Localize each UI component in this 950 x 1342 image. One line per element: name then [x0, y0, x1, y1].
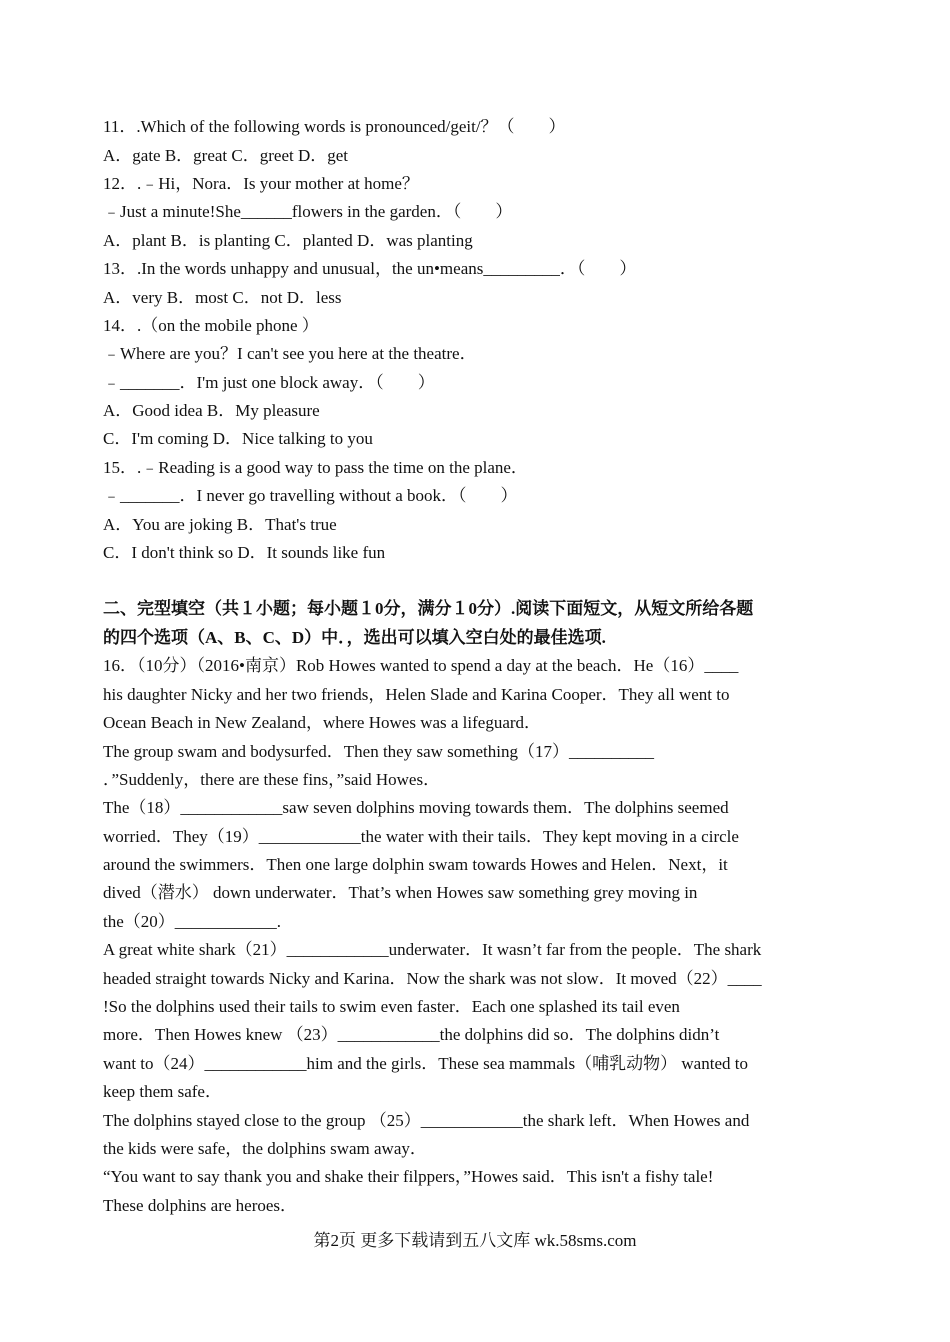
- passage-line: dived（潜水） down underwater．That’s when Howes saw something grey moving in: [103, 883, 698, 902]
- question-13: 13．.In the words unhappy and unusual，the un•means_________．（ ）: [103, 259, 637, 278]
- passage-line: “You want to say thank you and shake their filppers，”Howes said．This isn't a fishy tale!: [103, 1167, 714, 1186]
- passage-line: 16．（10分）（2016•南京）Rob Howes wanted to spend a day at the beach．He（16）____: [103, 656, 739, 675]
- question-14-options-cd: C．I'm coming D．Nice talking to you: [103, 429, 373, 448]
- passage-line: The（18）____________saw seven dolphins moving towards them．The dolphins seemed: [103, 798, 729, 817]
- section-heading-line-2: 的四个选项（A、B、C、D）中．，选出可以填入空白处的最佳选项.: [103, 628, 606, 647]
- passage-line: more．Then Howes knew （23）____________the dolphins did so．The dolphins didn’t: [103, 1025, 720, 1044]
- question-11-options: A．gate B．great C．greet D．get: [103, 146, 349, 165]
- question-12: 12．.﹣Hi，Nora．Is your mother at home？: [103, 174, 419, 193]
- passage-line: want to（24）____________him and the girls．These sea mammals（哺乳动物） wanted to: [103, 1054, 748, 1073]
- passage-line: Ocean Beach in New Zealand，where Howes was a lifeguard．: [103, 713, 542, 732]
- passage-line: keep them safe．: [103, 1082, 222, 1101]
- passage-line: his daughter Nicky and her two friends，Helen Slade and Karina Cooper．They all went to: [103, 685, 730, 704]
- question-15: 15．.﹣Reading is a good way to pass the time on the plane．: [103, 458, 528, 477]
- question-14-dialogue-a: ﹣Where are you？I can't see you here at the theatre．: [103, 344, 477, 363]
- passage-line: headed straight towards Nicky and Karina．Now the shark was not slow．It moved（22）____: [103, 969, 762, 988]
- question-13-options: A．very B．most C．not D．less: [103, 288, 342, 307]
- passage-line: the kids were safe，the dolphins swam away．: [103, 1139, 427, 1158]
- question-14-dialogue-b: ﹣_______．I'm just one block away．（ ）: [103, 373, 435, 392]
- question-15-dialogue: ﹣_______．I never go travelling without a book．（ ）: [103, 486, 518, 505]
- question-15-options-ab: A．You are joking B．That's true: [103, 515, 337, 534]
- page-footer: 第2页 更多下载请到五八文库 wk.58sms.com: [313, 1231, 637, 1250]
- passage-line: The dolphins stayed close to the group （25）____________the shark left．When Howes and: [103, 1111, 750, 1130]
- section-heading-line-1: 二、完型填空（共１小题；每小题１0分，满分１0分）.阅读下面短文，从短文所给各题: [103, 599, 754, 618]
- passage-line: worried．They（19）____________the water with their tails．They kept moving in a circle: [103, 827, 739, 846]
- passage-line: ．”Suddenly，there are these fins，”said Howes．: [103, 770, 441, 789]
- passage-line: The group swam and bodysurfed．Then they saw something（17）__________: [103, 742, 654, 761]
- question-12-options: A．plant B．is planting C．planted D．was planting: [103, 231, 473, 250]
- question-14: 14．.（on the mobile phone ）: [103, 316, 319, 335]
- passage-line: the（20）____________.: [103, 912, 282, 931]
- passage-line: around the swimmers．Then one large dolphin swam towards Howes and Helen．Next，it: [103, 855, 728, 874]
- passage-line: A great white shark（21）____________underwater．It wasn’t far from the people．The shark: [103, 940, 762, 959]
- passage-line: These dolphins are heroes．: [103, 1196, 298, 1215]
- question-15-options-cd: C．I don't think so D．It sounds like fun: [103, 543, 386, 562]
- passage-line: !So the dolphins used their tails to swim even faster．Each one splashed its tail even: [103, 997, 680, 1016]
- question-12-dialogue: ﹣Just a minute!She______flowers in the garden．（ ）: [103, 202, 513, 221]
- question-11: 11．.Which of the following words is pronounced/geit/？（ ）: [103, 117, 566, 136]
- question-14-options-ab: A．Good idea B．My pleasure: [103, 401, 320, 420]
